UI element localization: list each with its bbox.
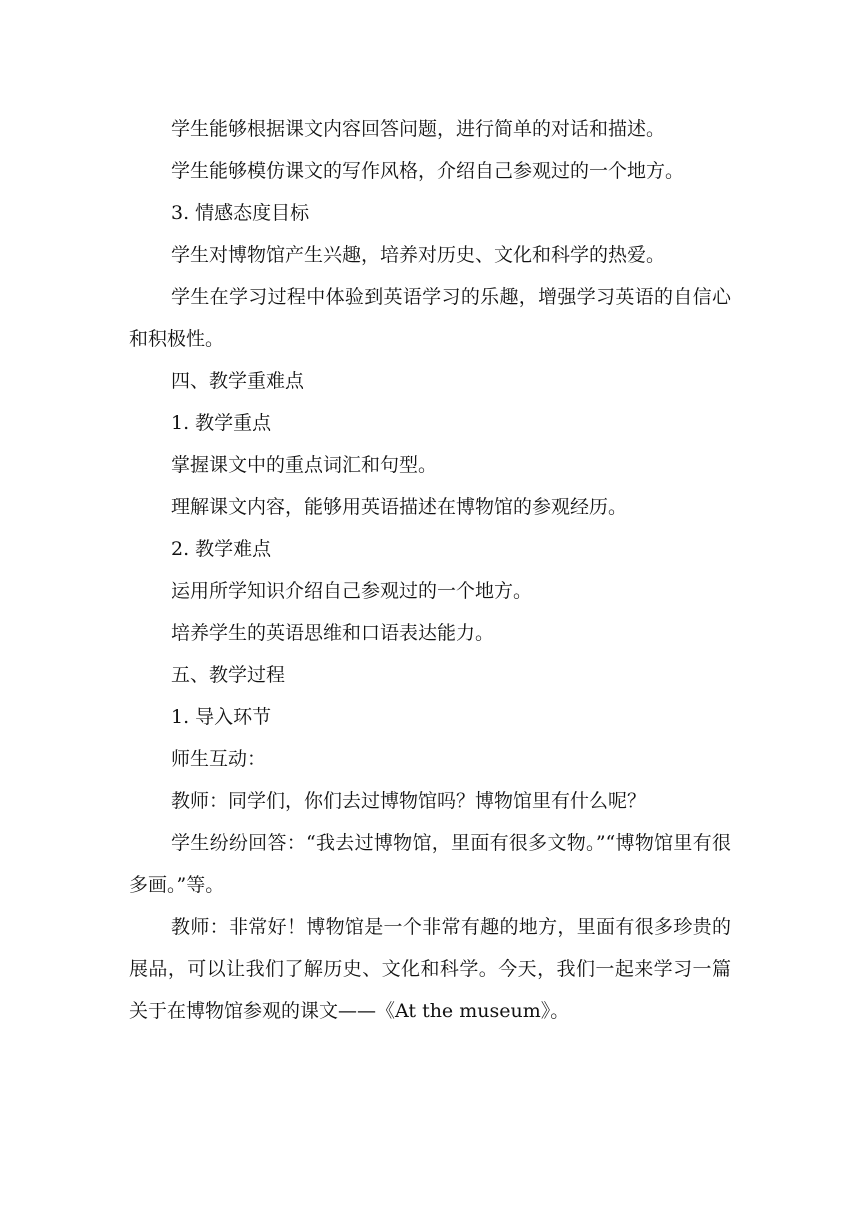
paragraph-understand-text: 理解课文内容，能够用英语描述在博物馆的参观经历。 <box>171 496 628 518</box>
heading-key-points: 1. 教学重点 <box>171 412 272 434</box>
paragraph-english-confidence: 学生在学习过程中体验到英语学习的乐趣，增强学习英语的自信心和积极性。 <box>129 286 731 350</box>
paragraph-introduce-place: 运用所学知识介绍自己参观过的一个地方。 <box>171 580 533 602</box>
paragraph-answer-questions: 学生能够根据课文内容回答问题，进行简单的对话和描述。 <box>171 118 666 140</box>
paragraph-student-answers: 学生纷纷回答：“我去过博物馆，里面有很多文物。”“博物馆里有很多画。”等。 <box>129 832 731 896</box>
paragraph-interaction-label: 师生互动： <box>171 748 267 770</box>
paragraph-interest-museum: 学生对博物馆产生兴趣，培养对历史、文化和科学的热爱。 <box>171 244 666 266</box>
document-body <box>129 108 731 1032</box>
paragraph-imitate-writing: 学生能够模仿课文的写作风格，介绍自己参观过的一个地方。 <box>171 160 685 182</box>
heading-lead-in: 1. 导入环节 <box>171 706 272 728</box>
paragraph-teacher-introduction: 教师：非常好！博物馆是一个非常有趣的地方，里面有很多珍贵的展品，可以让我们了解历史、文化和科学。今天，我们一起来学习一篇关于在博物馆参观的课文——《At the museum》。 <box>129 916 731 1022</box>
heading-difficult-points: 2. 教学难点 <box>171 538 272 560</box>
section-heading-teaching-process: 五、教学过程 <box>171 664 286 686</box>
paragraph-teacher-question: 教师：同学们，你们去过博物馆吗？博物馆里有什么呢？ <box>171 790 647 812</box>
heading-emotional-goals: 3. 情感态度目标 <box>171 202 310 224</box>
section-heading-key-difficult-points: 四、教学重难点 <box>171 370 305 392</box>
paragraph-vocabulary: 掌握课文中的重点词汇和句型。 <box>171 454 438 476</box>
paragraph-english-thinking: 培养学生的英语思维和口语表达能力。 <box>171 622 495 644</box>
